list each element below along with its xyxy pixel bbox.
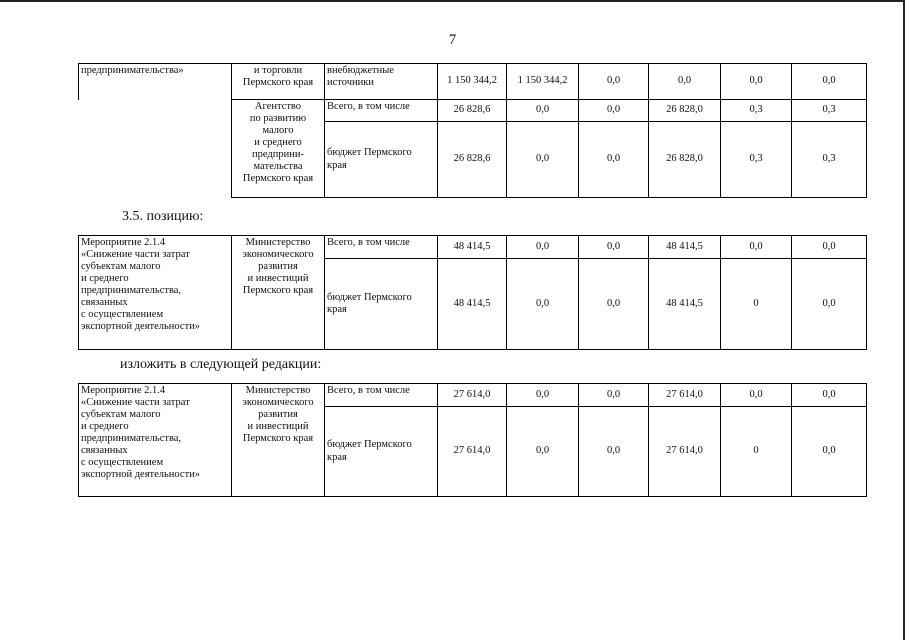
table-row	[79, 236, 867, 259]
table-row	[79, 384, 867, 407]
cell-source: Всего, в том числе	[325, 236, 438, 259]
table-row	[79, 64, 867, 100]
section-heading: 3.5. позицию:	[122, 209, 204, 224]
cell-value: 0,0	[507, 259, 579, 350]
section-heading: изложить в следующей редакции:	[120, 357, 322, 372]
cell-executor: и торговли Пермского края	[232, 64, 325, 100]
cell-value: 0	[721, 407, 792, 497]
position-table-current	[78, 235, 867, 350]
cell-executor: Агентство по развитию малого и среднего предприни- мательства Пермского края	[232, 100, 325, 198]
cell-value: 26 828,6	[438, 122, 507, 198]
cell-value: 0,0	[721, 236, 792, 259]
cell-value: 48 414,5	[649, 236, 721, 259]
cell-value: 0,0	[792, 259, 867, 350]
cell-source: бюджет Пермского края	[325, 259, 438, 350]
cell-value: 0,0	[792, 236, 867, 259]
cell-value: 27 614,0	[438, 407, 507, 497]
cell-value: 0,0	[579, 236, 649, 259]
continuation-table	[78, 63, 867, 198]
cell-source: бюджет Пермского края	[325, 407, 438, 497]
cell-source: бюджет Пермского края	[325, 122, 438, 198]
cell-value: 48 414,5	[438, 236, 507, 259]
cell-value: 0,0	[579, 259, 649, 350]
cell-value: 26 828,6	[438, 100, 507, 122]
cell-value: 1 150 344,2	[438, 64, 507, 100]
cell-value: 26 828,0	[649, 122, 721, 198]
cell-event-name: предпринимательства»	[79, 64, 232, 100]
position-table-new	[78, 383, 867, 497]
cell-source: Всего, в том числе	[325, 384, 438, 407]
cell-executor: Министерство экономического развития и инвестиций Пермского края	[232, 384, 325, 497]
scan-top-border	[0, 0, 905, 2]
cell-value: 0,3	[792, 122, 867, 198]
cell-value: 0,0	[721, 64, 792, 100]
cell-source: внебюджетные источники	[325, 64, 438, 100]
cell-value: 0,3	[721, 122, 792, 198]
cell-value: 0,0	[507, 100, 579, 122]
cell-value: 0,0	[579, 100, 649, 122]
cell-value: 27 614,0	[649, 384, 721, 407]
cell-value: 0	[721, 259, 792, 350]
cell-value: 26 828,0	[649, 100, 721, 122]
cell-value: 0,0	[792, 384, 867, 407]
cell-value: 0,0	[579, 384, 649, 407]
cell-event-name: Мероприятие 2.1.4 «Снижение части затрат субъектам малого и среднего предпринимательства, связанных с осуществлением экспортной деятельности»	[79, 384, 232, 497]
cell-value: 48 414,5	[438, 259, 507, 350]
cell-value: 1 150 344,2	[507, 64, 579, 100]
cell-value: 27 614,0	[438, 384, 507, 407]
cell-value: 0,3	[721, 100, 792, 122]
cell-value: 0,0	[507, 122, 579, 198]
cell-value: 0,0	[649, 64, 721, 100]
cell-value: 48 414,5	[649, 259, 721, 350]
cell-event-name: Мероприятие 2.1.4 «Снижение части затрат субъектам малого и среднего предпринимательства, связанных с осуществлением экспортной деятельности»	[79, 236, 232, 350]
cell-executor: Министерство экономического развития и инвестиций Пермского края	[232, 236, 325, 350]
cell-value: 0,0	[721, 384, 792, 407]
cell-value: 0,0	[507, 384, 579, 407]
cell-value: 27 614,0	[649, 407, 721, 497]
cell-source: Всего, в том числе	[325, 100, 438, 122]
cell-empty	[79, 100, 232, 198]
table-row	[79, 100, 867, 122]
cell-value: 0,0	[507, 236, 579, 259]
cell-value: 0,0	[579, 407, 649, 497]
cell-value: 0,0	[792, 407, 867, 497]
cell-value: 0,0	[579, 64, 649, 100]
page-number: 7	[448, 32, 457, 48]
cell-value: 0,0	[579, 122, 649, 198]
cell-value: 0,0	[792, 64, 867, 100]
cell-value: 0,0	[507, 407, 579, 497]
cell-value: 0,3	[792, 100, 867, 122]
